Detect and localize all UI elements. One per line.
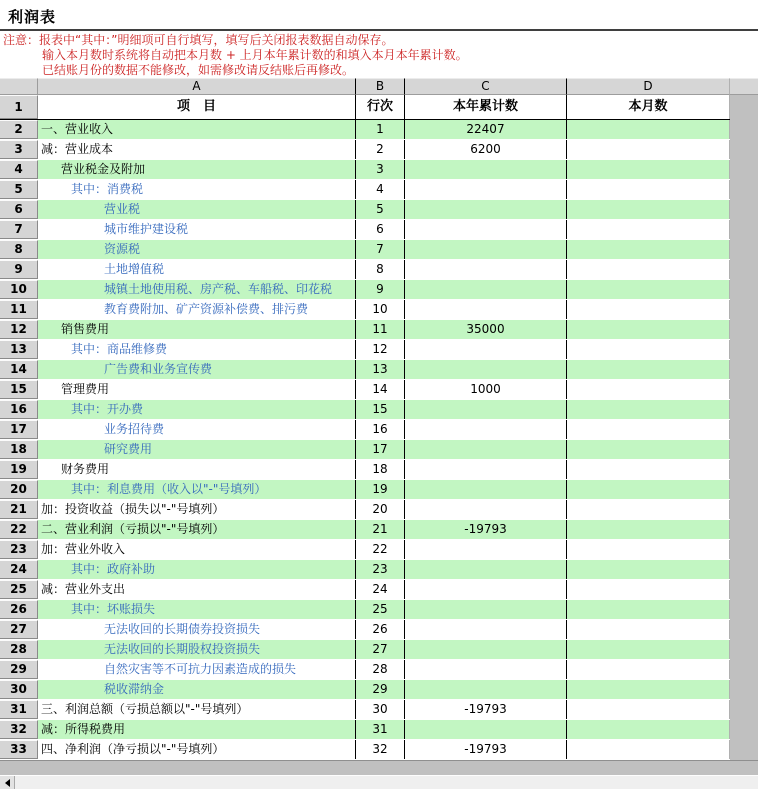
cell-line-no[interactable]: 17 <box>356 440 405 459</box>
cell-month-value[interactable] <box>567 200 730 219</box>
cell-ytd-value[interactable] <box>405 240 567 259</box>
row-header[interactable]: 1 <box>0 95 38 119</box>
cell-item[interactable]: 营业税 <box>38 200 356 219</box>
cell-ytd-value[interactable] <box>405 580 567 599</box>
cell-line-no[interactable]: 4 <box>356 180 405 199</box>
cell-ytd-value[interactable]: -19793 <box>405 740 567 759</box>
cell-line-no[interactable]: 6 <box>356 220 405 239</box>
cell-line-no[interactable]: 13 <box>356 360 405 379</box>
cell-ytd-value[interactable] <box>405 440 567 459</box>
row-header[interactable]: 33 <box>0 740 38 759</box>
cell-month-value[interactable] <box>567 260 730 279</box>
row-header[interactable]: 16 <box>0 400 38 419</box>
cell-item[interactable]: 其中：商品维修费 <box>38 340 356 359</box>
cell-item[interactable]: 减：营业成本 <box>38 140 356 159</box>
cell-month-value[interactable] <box>567 360 730 379</box>
table-row <box>0 140 730 160</box>
table-row <box>0 580 730 600</box>
table-row <box>0 260 730 280</box>
table-row <box>0 380 730 400</box>
table-row <box>0 340 730 360</box>
table-row <box>0 500 730 520</box>
cell-line-no[interactable]: 10 <box>356 300 405 319</box>
row-header[interactable]: 21 <box>0 500 38 519</box>
cell-line-no[interactable]: 24 <box>356 580 405 599</box>
cell-line-no[interactable]: 12 <box>356 340 405 359</box>
cell-month-value[interactable] <box>567 520 730 539</box>
row-header[interactable]: 8 <box>0 240 38 259</box>
cell-month-value[interactable] <box>567 400 730 419</box>
cell-line-no[interactable]: 32 <box>356 740 405 759</box>
table-row <box>0 220 730 240</box>
cell-line-no[interactable]: 2 <box>356 140 405 159</box>
column-header-d[interactable]: D <box>567 78 730 95</box>
table-row <box>0 480 730 500</box>
cell-ytd-value[interactable]: 35000 <box>405 320 567 339</box>
cell-ytd-value[interactable]: -19793 <box>405 520 567 539</box>
cell-month-value[interactable] <box>567 700 730 719</box>
notice-prefix: 注意： <box>3 33 40 47</box>
cell-ytd-value[interactable] <box>405 720 567 739</box>
column-header-b[interactable]: B <box>356 78 405 95</box>
table-row <box>0 600 730 620</box>
cell-item[interactable]: 广告费和业务宣传费 <box>38 360 356 379</box>
header-ytd-label[interactable]: 本年累计数 <box>405 95 567 119</box>
cell-month-value[interactable] <box>567 680 730 699</box>
table-row <box>0 300 730 320</box>
row-header[interactable]: 2 <box>0 120 38 139</box>
row-header[interactable]: 28 <box>0 640 38 659</box>
row-header[interactable]: 4 <box>0 160 38 179</box>
row-header[interactable]: 11 <box>0 300 38 319</box>
cell-month-value[interactable] <box>567 380 730 399</box>
cell-month-value[interactable] <box>567 640 730 659</box>
row-header[interactable]: 13 <box>0 340 38 359</box>
row-header[interactable]: 20 <box>0 480 38 499</box>
table-row <box>0 620 730 640</box>
cell-item[interactable]: 无法收回的长期债券投资损失 <box>38 620 356 639</box>
row-header[interactable]: 5 <box>0 180 38 199</box>
cell-line-no[interactable]: 9 <box>356 280 405 299</box>
table-row <box>0 180 730 200</box>
cell-month-value[interactable] <box>567 240 730 259</box>
table-row <box>0 740 730 760</box>
corner-header-cell[interactable] <box>0 78 38 95</box>
cell-month-value[interactable] <box>567 220 730 239</box>
cell-ytd-value[interactable] <box>405 160 567 179</box>
table-row <box>0 540 730 560</box>
cell-month-value[interactable] <box>567 140 730 159</box>
row-header[interactable]: 25 <box>0 580 38 599</box>
row-header[interactable]: 23 <box>0 540 38 559</box>
cell-month-value[interactable] <box>567 460 730 479</box>
table-row <box>0 160 730 180</box>
column-header-c[interactable]: C <box>405 78 567 95</box>
cell-month-value[interactable] <box>567 440 730 459</box>
table-header-row <box>0 95 730 120</box>
row-header[interactable]: 12 <box>0 320 38 339</box>
table-row <box>0 280 730 300</box>
cell-line-no[interactable]: 20 <box>356 500 405 519</box>
cell-month-value[interactable] <box>567 480 730 499</box>
cell-item[interactable]: 加：投资收益（损失以"-"号填列） <box>38 500 356 519</box>
cell-month-value[interactable] <box>567 420 730 439</box>
table-row <box>0 660 730 680</box>
table-row <box>0 200 730 220</box>
row-header[interactable]: 29 <box>0 660 38 679</box>
cell-ytd-value[interactable] <box>405 420 567 439</box>
notice-line-2: 输入本月数时系统将自动把本月数 + 上月本年累计数的和填入本月本年累计数。 <box>42 48 468 62</box>
cell-ytd-value[interactable] <box>405 280 567 299</box>
table-row <box>0 460 730 480</box>
cell-ytd-value[interactable] <box>405 180 567 199</box>
cell-line-no[interactable]: 16 <box>356 420 405 439</box>
table-row <box>0 360 730 380</box>
scrollbar-track[interactable] <box>15 776 758 789</box>
cell-ytd-value[interactable] <box>405 500 567 519</box>
spreadsheet-grid <box>0 78 758 760</box>
table-row <box>0 120 730 140</box>
title-divider <box>0 29 758 31</box>
cell-line-no[interactable]: 18 <box>356 460 405 479</box>
cell-ytd-value[interactable]: 6200 <box>405 140 567 159</box>
row-header[interactable]: 3 <box>0 140 38 159</box>
notice-line-3: 已结账月份的数据不能修改，如需修改请反结账后再修改。 <box>42 63 355 77</box>
row-header[interactable]: 19 <box>0 460 38 479</box>
row-header[interactable]: 30 <box>0 680 38 699</box>
cell-ytd-value[interactable] <box>405 620 567 639</box>
cell-line-no[interactable]: 29 <box>356 680 405 699</box>
cell-item[interactable]: 城镇土地使用税、房产税、车船税、印花税 <box>38 280 356 299</box>
cell-ytd-value[interactable] <box>405 560 567 579</box>
cell-ytd-value[interactable]: 22407 <box>405 120 567 139</box>
grid-rows <box>0 120 758 760</box>
cell-month-value[interactable] <box>567 540 730 559</box>
cell-item[interactable]: 四、净利润（净亏损以"-"号填列） <box>38 740 356 759</box>
cell-line-no[interactable]: 19 <box>356 480 405 499</box>
cell-line-no[interactable]: 27 <box>356 640 405 659</box>
row-header[interactable]: 18 <box>0 440 38 459</box>
horizontal-scrollbar[interactable] <box>0 775 758 789</box>
cell-month-value[interactable] <box>567 280 730 299</box>
row-header[interactable]: 15 <box>0 380 38 399</box>
cell-item[interactable]: 城市维护建设税 <box>38 220 356 239</box>
cell-ytd-value[interactable]: -19793 <box>405 700 567 719</box>
column-letter-row <box>0 78 758 95</box>
table-row <box>0 400 730 420</box>
row-header[interactable]: 9 <box>0 260 38 279</box>
row-header[interactable]: 14 <box>0 360 38 379</box>
cell-month-value[interactable] <box>567 580 730 599</box>
column-header-filler <box>730 78 758 95</box>
cell-month-value[interactable] <box>567 720 730 739</box>
cell-item[interactable]: 其中：消费税 <box>38 180 356 199</box>
cell-item[interactable]: 三、利润总额（亏损总额以"-"号填列） <box>38 700 356 719</box>
cell-line-no[interactable]: 26 <box>356 620 405 639</box>
cell-ytd-value[interactable] <box>405 340 567 359</box>
cell-ytd-value[interactable] <box>405 540 567 559</box>
table-row <box>0 320 730 340</box>
left-arrow-icon <box>5 779 10 787</box>
row-header[interactable]: 17 <box>0 420 38 439</box>
cell-item[interactable]: 管理费用 <box>38 380 356 399</box>
notice-line-1: 报表中“其中：”明细项可自行填写，填写后关闭报表数据自动保存。 <box>39 33 394 47</box>
cell-ytd-value[interactable] <box>405 200 567 219</box>
cell-item[interactable]: 业务招待费 <box>38 420 356 439</box>
cell-ytd-value[interactable] <box>405 600 567 619</box>
table-row <box>0 520 730 540</box>
cell-ytd-value[interactable] <box>405 660 567 679</box>
cell-month-value[interactable] <box>567 320 730 339</box>
cell-item[interactable]: 资源税 <box>38 240 356 259</box>
cell-month-value[interactable] <box>567 160 730 179</box>
table-row <box>0 560 730 580</box>
row-header[interactable]: 26 <box>0 600 38 619</box>
table-row <box>0 720 730 740</box>
column-header-a[interactable]: A <box>38 78 356 95</box>
cell-item[interactable]: 研究费用 <box>38 440 356 459</box>
cell-month-value[interactable] <box>567 500 730 519</box>
row-header[interactable]: 10 <box>0 280 38 299</box>
header-item-label[interactable]: 项 目 <box>38 95 356 119</box>
cell-month-value[interactable] <box>567 600 730 619</box>
cell-ytd-value[interactable] <box>405 220 567 239</box>
cell-item[interactable]: 减：所得税费用 <box>38 720 356 739</box>
page-title: 利润表 <box>8 8 57 26</box>
row-header[interactable]: 22 <box>0 520 38 539</box>
cell-line-no[interactable]: 11 <box>356 320 405 339</box>
cell-item[interactable]: 税收滞纳金 <box>38 680 356 699</box>
cell-item[interactable]: 其中：政府补助 <box>38 560 356 579</box>
row-header[interactable]: 31 <box>0 700 38 719</box>
table-row <box>0 640 730 660</box>
notice-text <box>3 33 468 78</box>
cell-ytd-value[interactable] <box>405 360 567 379</box>
cell-item[interactable]: 财务费用 <box>38 460 356 479</box>
table-row <box>0 420 730 440</box>
table-row <box>0 440 730 460</box>
cell-ytd-value[interactable]: 1000 <box>405 380 567 399</box>
grid-right-gray-strip <box>730 95 758 760</box>
cell-item[interactable]: 减：营业外支出 <box>38 580 356 599</box>
table-row <box>0 700 730 720</box>
cell-line-no[interactable]: 25 <box>356 600 405 619</box>
scroll-left-button[interactable] <box>0 776 15 789</box>
cell-month-value[interactable] <box>567 340 730 359</box>
cell-ytd-value[interactable] <box>405 640 567 659</box>
table-row <box>0 680 730 700</box>
cell-line-no[interactable]: 5 <box>356 200 405 219</box>
cell-item[interactable]: 无法收回的长期股权投资损失 <box>38 640 356 659</box>
cell-month-value[interactable] <box>567 620 730 639</box>
row-header[interactable]: 32 <box>0 720 38 739</box>
cell-item[interactable]: 二、营业利润（亏损以"-"号填列） <box>38 520 356 539</box>
cell-line-no[interactable]: 23 <box>356 560 405 579</box>
cell-item[interactable]: 销售费用 <box>38 320 356 339</box>
cell-month-value[interactable] <box>567 120 730 139</box>
row-header[interactable]: 24 <box>0 560 38 579</box>
cell-line-no[interactable]: 31 <box>356 720 405 739</box>
cell-item[interactable]: 其中：开办费 <box>38 400 356 419</box>
cell-ytd-value[interactable] <box>405 480 567 499</box>
cell-ytd-value[interactable] <box>405 260 567 279</box>
row-header[interactable]: 6 <box>0 200 38 219</box>
cell-line-no[interactable]: 30 <box>356 700 405 719</box>
bottom-gray-area <box>0 760 758 775</box>
cell-item[interactable]: 土地增值税 <box>38 260 356 279</box>
header-month-label[interactable]: 本月数 <box>567 95 730 119</box>
cell-month-value[interactable] <box>567 180 730 199</box>
cell-item[interactable]: 营业税金及附加 <box>38 160 356 179</box>
cell-ytd-value[interactable] <box>405 400 567 419</box>
cell-ytd-value[interactable] <box>405 300 567 319</box>
cell-ytd-value[interactable] <box>405 460 567 479</box>
cell-line-no[interactable]: 8 <box>356 260 405 279</box>
row-header[interactable]: 7 <box>0 220 38 239</box>
table-row <box>0 240 730 260</box>
cell-month-value[interactable] <box>567 300 730 319</box>
cell-line-no[interactable]: 28 <box>356 660 405 679</box>
cell-item[interactable]: 加：营业外收入 <box>38 540 356 559</box>
cell-item[interactable]: 一、营业收入 <box>38 120 356 139</box>
cell-line-no[interactable]: 14 <box>356 380 405 399</box>
cell-item[interactable]: 其中：坏账损失 <box>38 600 356 619</box>
cell-line-no[interactable]: 3 <box>356 160 405 179</box>
cell-month-value[interactable] <box>567 560 730 579</box>
cell-item[interactable]: 自然灾害等不可抗力因素造成的损失 <box>38 660 356 679</box>
cell-line-no[interactable]: 22 <box>356 540 405 559</box>
cell-line-no[interactable]: 1 <box>356 120 405 139</box>
row-header[interactable]: 27 <box>0 620 38 639</box>
cell-line-no[interactable]: 21 <box>356 520 405 539</box>
cell-line-no[interactable]: 7 <box>356 240 405 259</box>
cell-item[interactable]: 其中：利息费用（收入以"-"号填列） <box>38 480 356 499</box>
cell-month-value[interactable] <box>567 660 730 679</box>
cell-month-value[interactable] <box>567 740 730 759</box>
cell-line-no[interactable]: 15 <box>356 400 405 419</box>
header-line-no-label[interactable]: 行次 <box>356 95 405 119</box>
cell-item[interactable]: 教育费附加、矿产资源补偿费、排污费 <box>38 300 356 319</box>
cell-ytd-value[interactable] <box>405 680 567 699</box>
